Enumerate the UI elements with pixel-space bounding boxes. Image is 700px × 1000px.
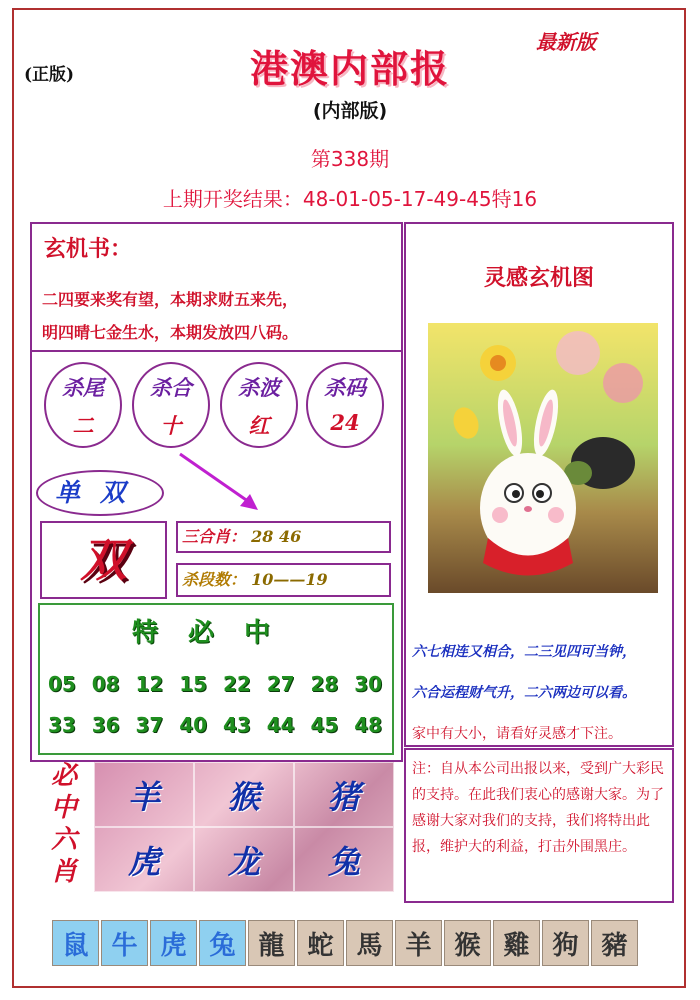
- oval-value: 红: [248, 413, 270, 438]
- oval-value: 二: [72, 413, 94, 438]
- zodiac-strip-cell: 龍: [248, 920, 295, 966]
- number: 22: [222, 672, 251, 696]
- edition-left: (正版): [24, 65, 75, 85]
- sanhe-value: 28 46: [251, 527, 302, 546]
- sanhe-label: 三合肖：: [182, 527, 247, 546]
- xuanji-title: 玄机书：: [44, 236, 133, 262]
- zodiac-cell: 羊: [94, 762, 194, 827]
- number-row-1: [40, 672, 390, 696]
- xuanji-line-1: 二四要来奖有望，本期求财五来先，: [42, 290, 299, 309]
- zodiac-cell: 虎: [94, 827, 194, 892]
- bizhong-char: 六: [50, 825, 77, 855]
- edition-right: 最新版: [536, 30, 596, 54]
- zodiac-cell: 兔: [294, 827, 394, 892]
- zodiac-strip-cell: 蛇: [297, 920, 344, 966]
- divider: [32, 350, 401, 352]
- oval-sha-ma: [306, 362, 384, 448]
- shaduan-value: 10——19: [251, 570, 328, 589]
- poem-line-2: 六合运程财气升，二六两边可以看。: [412, 685, 636, 701]
- number: 48: [354, 713, 383, 737]
- oval-sha-bo: [220, 362, 298, 448]
- zodiac-strip-cell: 鼠: [52, 920, 99, 966]
- shaduan-label: 杀段数：: [182, 570, 247, 589]
- zodiac-cell: 猴: [194, 762, 294, 827]
- number: 15: [179, 672, 208, 696]
- bizhong-char: 肖: [50, 857, 77, 887]
- page-title: 港澳内部报: [249, 46, 450, 91]
- number: 27: [266, 672, 295, 696]
- zodiac-strip-cell: 馬: [346, 920, 393, 966]
- number: 12: [135, 672, 164, 696]
- number: 33: [47, 713, 76, 737]
- oval-label: 杀合: [150, 375, 192, 400]
- number: 28: [310, 672, 339, 696]
- poem-line-1: 六七相连又相合，二三见四可当钟，: [412, 644, 636, 660]
- zodiac-strip-cell: 牛: [101, 920, 148, 966]
- oval-value: 24: [330, 410, 360, 435]
- zodiac-strip-cell: 兔: [199, 920, 246, 966]
- issue-number: 第338期: [310, 147, 390, 171]
- oval-sha-wei: [44, 362, 122, 448]
- arrow-icon: [170, 448, 270, 518]
- reminder-text: 家中有大小，请看好灵感才下注。: [412, 726, 622, 742]
- number: 37: [135, 713, 164, 737]
- number: 44: [266, 713, 295, 737]
- bizhong-label: [44, 760, 84, 888]
- dan-shuang-oval: [36, 470, 164, 516]
- number: 43: [222, 713, 251, 737]
- zodiac-strip-cell: 豬: [591, 920, 638, 966]
- oval-label: 杀波: [238, 375, 280, 400]
- zodiac-strip: [52, 920, 638, 968]
- number: 08: [91, 672, 120, 696]
- zodiac-strip-cell: 狗: [542, 920, 589, 966]
- bunny-picture: [428, 323, 658, 593]
- zodiac-strip-cell: 虎: [150, 920, 197, 966]
- number: 30: [354, 672, 383, 696]
- oval-label: 杀码: [324, 375, 366, 400]
- zodiac-strip-cell: 猴: [444, 920, 491, 966]
- tebi-title: 特必中: [131, 618, 300, 648]
- shaduan-box: [176, 563, 391, 597]
- oval-label: 杀尾: [62, 375, 104, 400]
- bizhong-char: 必: [50, 761, 77, 791]
- xuanji-line-2: 明四晴七金生水，本期发放四八码。: [42, 323, 299, 342]
- bizhong-char: 中: [50, 793, 77, 823]
- notice-text: 注：自从本公司出报以来，受到广大彩民的支持。在此我们衷心的感谢大家。为了感谢大家对我们的支持，我们将特出此报，维护大的利益，打击外围黑庄。: [412, 761, 664, 855]
- sanhe-box: [176, 521, 391, 553]
- number: 05: [47, 672, 76, 696]
- last-result: 上期开奖结果：48-01-05-17-49-45特16: [162, 187, 538, 211]
- zodiac-strip-cell: 雞: [493, 920, 540, 966]
- zodiac-cell: 龙: [194, 827, 294, 892]
- page-subtitle: (内部版): [312, 100, 388, 122]
- big-char: 双: [80, 533, 127, 587]
- number: 36: [91, 713, 120, 737]
- oval-sha-he: [132, 362, 210, 448]
- bizhong-zodiac-grid: [94, 762, 394, 892]
- inspiration-title: 灵感玄机图: [483, 265, 594, 291]
- number-row-2: [40, 713, 390, 737]
- oval-value: 十: [160, 413, 182, 438]
- number: 45: [310, 713, 339, 737]
- dan-shuang-text: 单双: [54, 478, 145, 507]
- zodiac-strip-cell: 羊: [395, 920, 442, 966]
- zodiac-cell: 猪: [294, 762, 394, 827]
- number: 40: [179, 713, 208, 737]
